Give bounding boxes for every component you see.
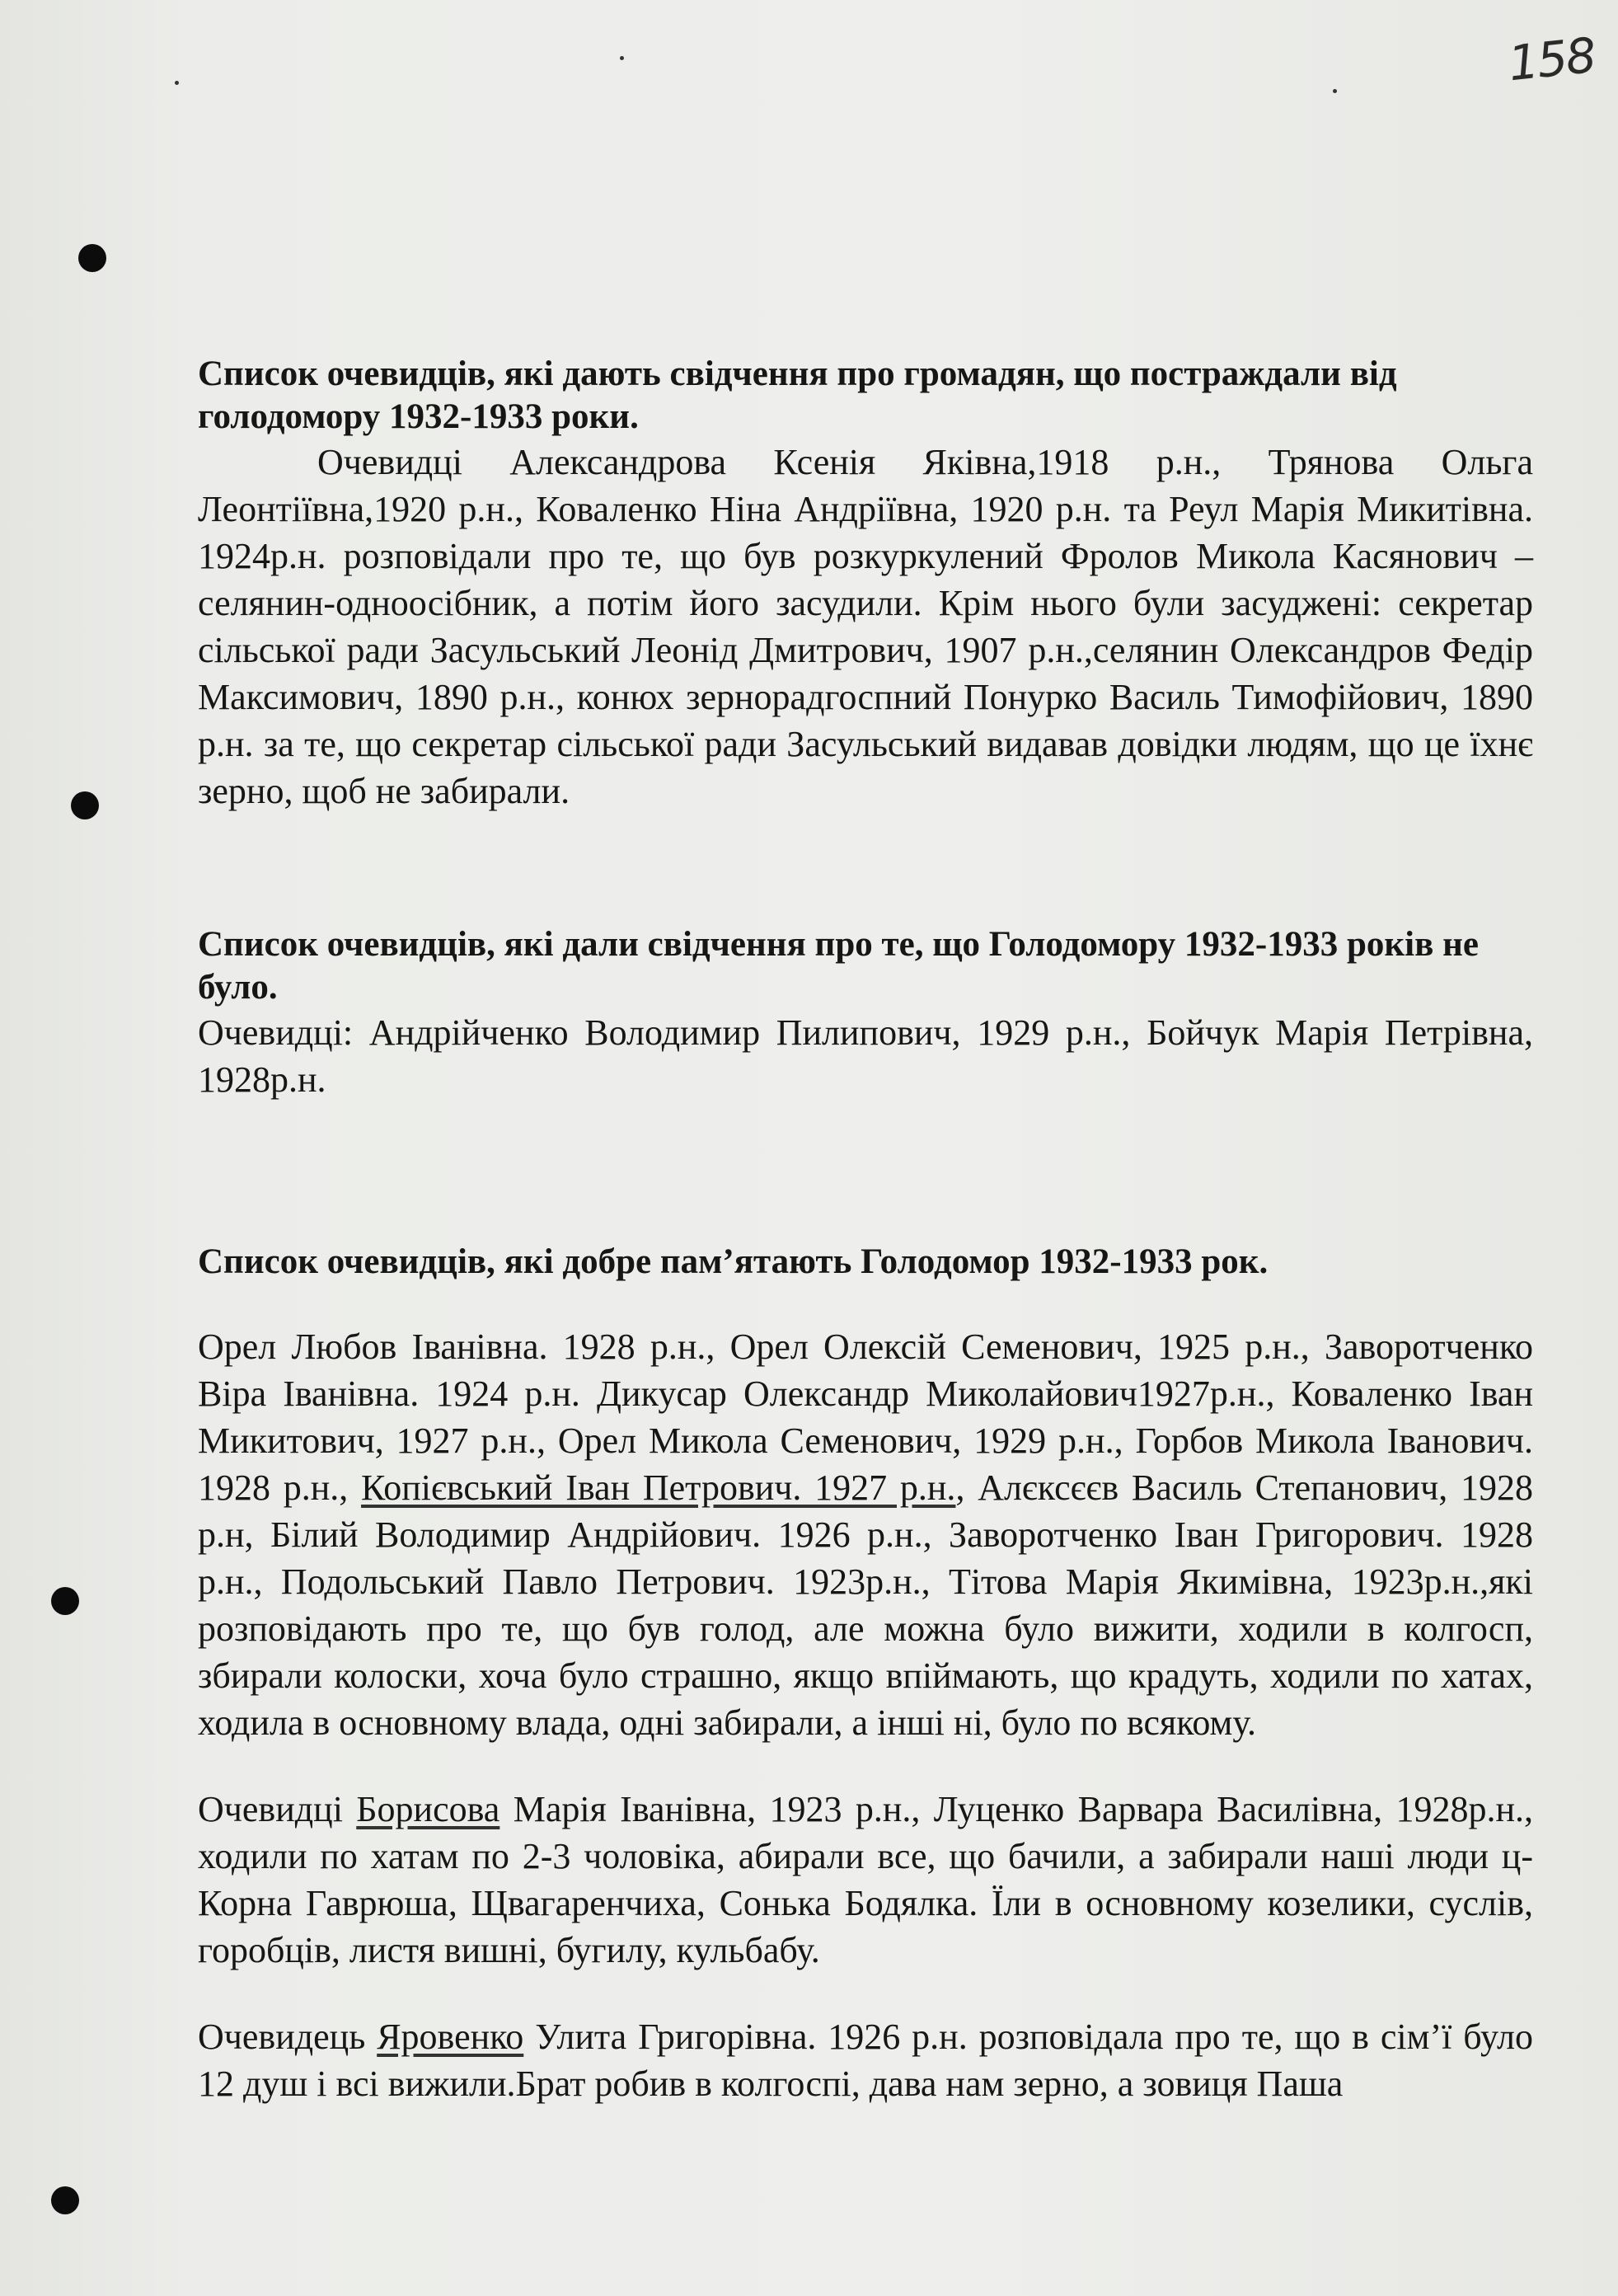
paragraph-2-text-a: Очевидці	[198, 1789, 357, 1829]
section-no-famine	[198, 923, 1533, 1103]
paper-speck	[620, 56, 624, 60]
paragraph-3-text-b: Улита Григорівна. 1926 р.н. розповідала про те, що в сім’ї було 12 душ і всі вижили.Брат робив в колгоспі, дава нам зерно, а зовиця Паша	[198, 2017, 1533, 2104]
section-victims-text: Очевидці Александрова Ксенія Яківна,1918 р.н., Трянова Ольга Леонтіївна,1920 р.н., Коваленко Ніна Андріївна, 1920 р.н. та Реул Марія Микитівна. 1924р.н. розповідали про те, що був розкуркулений Фролов Микола Касянович – селянин-одноосібник, а потім його засудили. Крім нього були засуджені: секретар сільської ради Засульський Леонід Дмитрович, 1907 р.н.,селянин Олександров Федір Максимович, 1890 р.н., конюх зернорадгоспний Понурко Василь Тимофійович, 1890 р.н. за те, що секретар сільської ради Засульський видавав довідки людям, що це їхнє зерно, щоб не забирали.	[198, 442, 1533, 811]
underlined-name: Копієвський Іван Петрович. 1927 р.н.	[361, 1467, 956, 1508]
section-victims	[198, 353, 1533, 815]
paragraph-1-text-a: Орел Любов Іванівна. 1928 р.н., Орел Олексій Семенович, 1925 р.н., Заворотченко Віра Іванівна. 1924 р.н. Дикусар Олександр Миколайович1927р.н., Коваленко Іван Микитович, 1927 р.н., Орел Микола Семенович, 1929 р.н., Горбов Микола Іванович. 1928 р.н.,	[198, 1326, 1533, 1508]
witness-paragraph-1	[198, 1323, 1533, 1746]
punch-hole-2	[71, 791, 99, 819]
witness-paragraph-3	[198, 2013, 1533, 2107]
section-no-famine-text: Очевидці: Андрійченко Володимир Пилипович, 1929 р.н., Бойчук Марія Петрівна, 1928р.н.	[198, 1012, 1533, 1100]
folio-number: 158	[1505, 26, 1597, 92]
punch-hole-1	[78, 244, 106, 272]
underlined-name: Яровенко	[377, 2017, 524, 2057]
witness-paragraph-2	[198, 1786, 1533, 1974]
punch-hole-3	[51, 1587, 79, 1615]
paragraph-3-text-a: Очевидець	[198, 2017, 378, 2057]
paper-speck	[175, 81, 179, 85]
paragraph-1-text-b: , Алєксєєв Василь Степанович, 1928 р.н, Білий Володимир Андрійович. 1926 р.н., Заворотченко Іван Григорович. 1928 р.н., Подольський Павло Петрович. 1923р.н., Тітова Марія Якимівна, 1923р.н.,які розповідають про те, що був голод, але можна було вижити, ходили в колгосп, збирали колоски, хоча було страшно, якщо впіймають, що крадуть, ходили по хатах, ходила в основному влада, одні забирали, а інші ні, було по всякому.	[198, 1467, 1533, 1743]
paragraph-2-text-b: Марія Іванівна, 1923 р.н., Луценко Варвара Василівна, 1928р.н., ходили по хатам по 2-3 чоловіка, абирали все, що бачили, а забирали наші люди ц- Корна Гаврюша, Щвагаренчиха, Сонька Бодялка. Їли в основному козелики, суслів, горобців, листя вишні, бугилу, кульбабу.	[198, 1789, 1533, 1970]
punch-hole-4	[51, 2186, 79, 2214]
underlined-name: Борисова	[356, 1789, 500, 1829]
paper-speck	[1333, 89, 1337, 93]
section-victims-heading: Список очевидців, які дають свідчення про громадян, що постраждали від голодомору 1932-1933 роки.	[198, 354, 1397, 436]
section-remember	[198, 1241, 1533, 2107]
section-remember-heading: Список очевидців, які добре пам’ятають Голодомор 1932-1933 рок.	[198, 1242, 1269, 1281]
section-no-famine-heading: Список очевидців, які дали свідчення про те, що Голодомору 1932-1933 років не було.	[198, 925, 1479, 1007]
